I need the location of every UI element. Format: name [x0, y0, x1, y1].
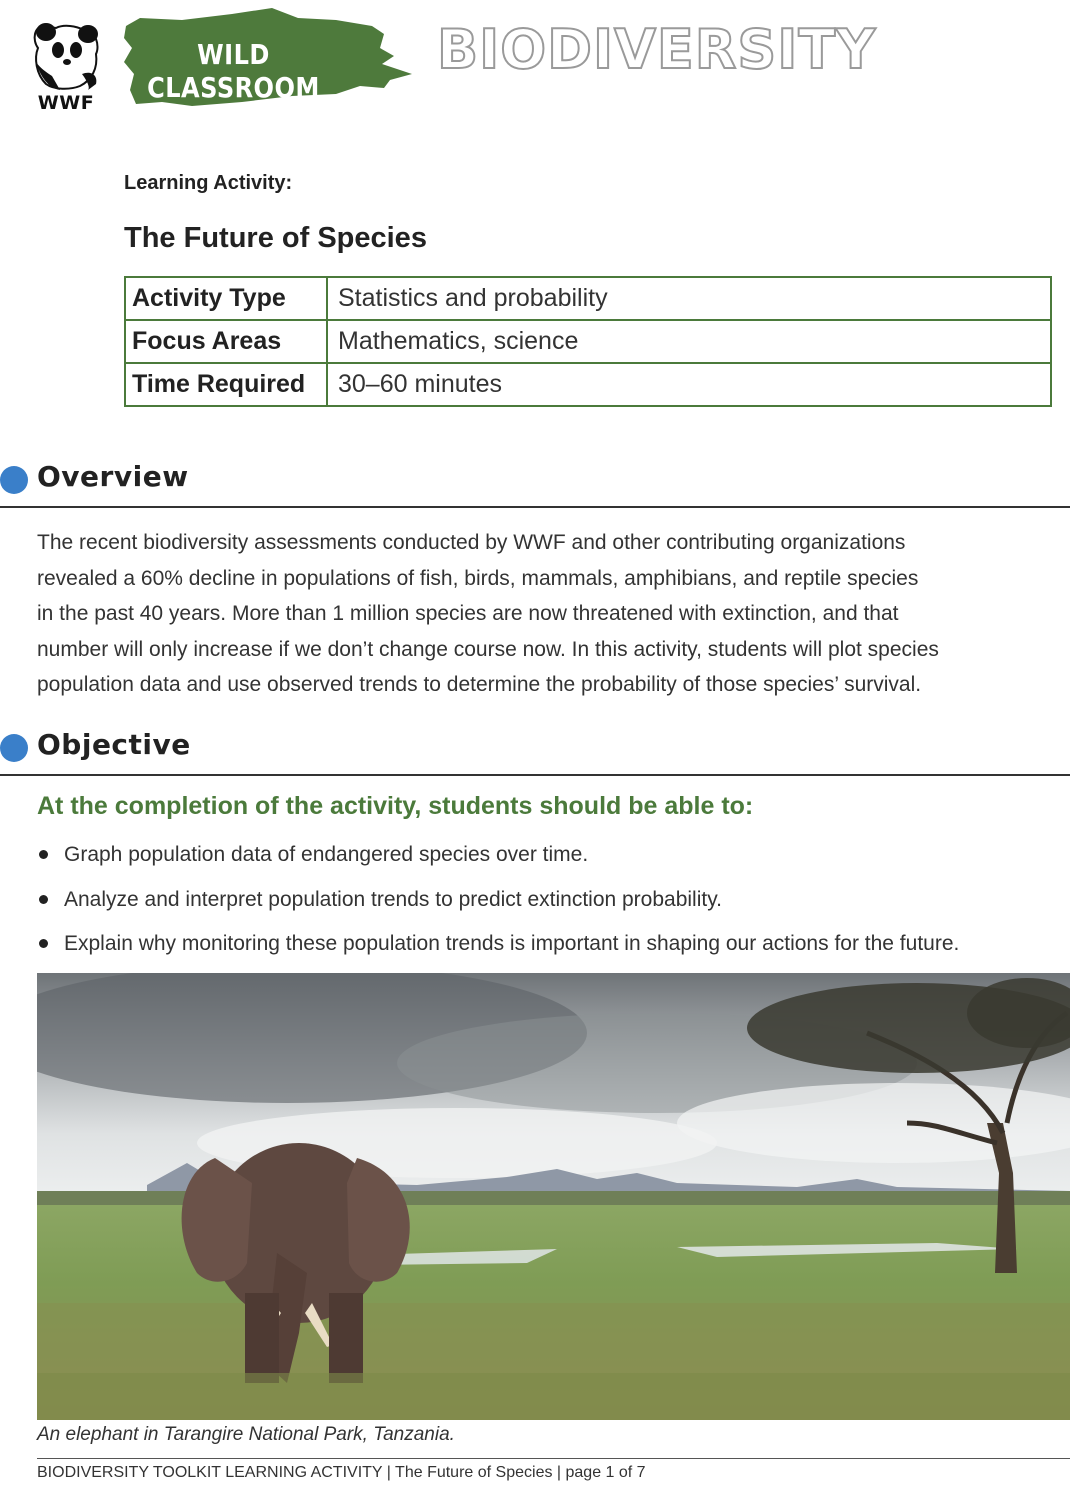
- table-row: [125, 277, 1051, 320]
- bullet-icon: [39, 895, 48, 904]
- overview-paragraph: [37, 525, 1037, 703]
- activity-label: Learning Activity:: [124, 172, 293, 194]
- page-footer: BIODIVERSITY TOOLKIT LEARNING ACTIVITY | The Future of Species | page 1 of 7: [37, 1464, 646, 1481]
- wild-classroom-logo: [122, 4, 422, 108]
- wwf-wordmark: WWF: [37, 92, 95, 114]
- panda-icon: [30, 18, 102, 92]
- row-value: Statistics and probability: [327, 277, 1051, 320]
- list-item-text: Explain why monitoring these population trends is important in shaping our actions for the future.: [64, 932, 960, 955]
- bullet-icon: [39, 850, 48, 859]
- list-item: [37, 836, 959, 881]
- row-key: Activity Type: [125, 277, 327, 320]
- row-key: Focus Areas: [125, 320, 327, 363]
- photo-caption: An elephant in Tarangire National Park, Tanzania.: [37, 1424, 455, 1445]
- list-item-text: Graph population data of endangered species over time.: [64, 843, 589, 866]
- section-title: Objective: [37, 728, 191, 761]
- row-value: Mathematics, science: [327, 320, 1051, 363]
- objective-list: [37, 836, 959, 970]
- wwf-logo: [30, 18, 102, 118]
- section-bullet-icon: [0, 466, 28, 494]
- section-title: Overview: [37, 460, 189, 493]
- objective-lead: At the completion of the activity, students should be able to:: [37, 792, 754, 820]
- table-row: [125, 363, 1051, 406]
- bullet-icon: [39, 939, 48, 948]
- paragraph-line: number will only increase if we don’t change course now. In this activity, students will plot species: [37, 637, 939, 661]
- table-row: [125, 320, 1051, 363]
- objective-section-heading: [0, 728, 1070, 776]
- paragraph-line: in the past 40 years. More than 1 million species are now threatened with extinction, and that: [37, 602, 899, 625]
- overview-section-heading: [0, 460, 1070, 508]
- list-item-text: Analyze and interpret population trends to predict extinction probability.: [64, 887, 723, 911]
- page-banner: BIODIVERSITY: [437, 18, 877, 81]
- activity-info-table: [124, 276, 1052, 407]
- list-item: [37, 925, 959, 970]
- paragraph-line: revealed a 60% decline in populations of fish, birds, mammals, amphibians, and reptile species: [37, 566, 919, 590]
- elephant-savanna-image: [37, 973, 1070, 1420]
- section-bullet-icon: [0, 734, 28, 762]
- paragraph-line: population data and use observed trends to determine the probability of those species’ survival.: [37, 673, 922, 696]
- paragraph-line: The recent biodiversity assessments conducted by WWF and other contributing organizations: [37, 531, 906, 554]
- activity-title: The Future of Species: [124, 222, 427, 254]
- row-value: 30–60 minutes: [327, 363, 1051, 406]
- row-key: Time Required: [125, 363, 327, 406]
- elephant-photo: [37, 973, 1070, 1420]
- footer-divider: [37, 1458, 1070, 1459]
- list-item: [37, 881, 959, 926]
- brand-text: WILD CLASSROOM: [147, 38, 320, 104]
